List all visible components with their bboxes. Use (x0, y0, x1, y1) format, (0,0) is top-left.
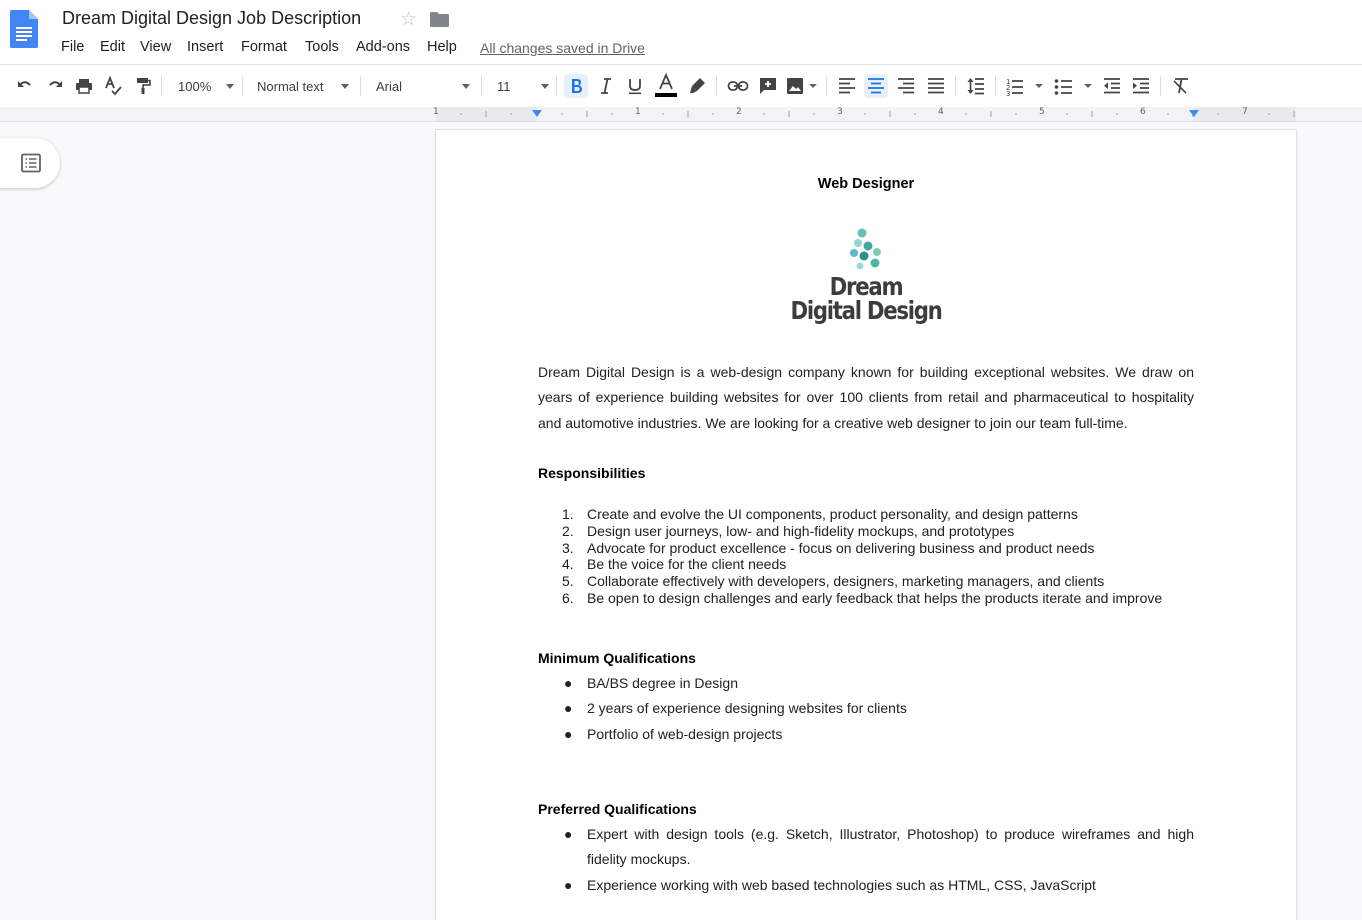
list-item-text: 2 years of experience designing websites for clients (587, 700, 907, 717)
document-heading: Web Designer (817, 176, 915, 192)
italic-button[interactable] (594, 74, 618, 98)
font-size-value: 11 (497, 78, 511, 94)
list-item-text: Be open to design challenges and early feedback that helps the products iterate and improve (587, 589, 1163, 606)
insert-image-icon[interactable] (785, 74, 821, 98)
logo-text-line2: Digital Design (790, 296, 942, 325)
list-item (538, 722, 1194, 747)
svg-text:1: 1 (1006, 78, 1011, 86)
insert-link-icon[interactable] (726, 74, 750, 98)
ruler-number: 5 (1039, 107, 1045, 117)
list-number: 6. (562, 589, 574, 606)
ruler-number: 2 (736, 107, 742, 117)
increase-indent-icon[interactable] (1129, 74, 1153, 98)
list-number: 4. (562, 556, 574, 573)
list-item (538, 573, 1218, 590)
ruler-number: 6 (1140, 107, 1146, 117)
intro-paragraph: Dream Digital Design is a web-design company known for building exceptional websites. We draw on years of experience building websites for over 100 clients from retail and pharmaceutical to hospitality and automotive industries. We are looking for a creative web designer to join our team full-time. (538, 364, 1194, 431)
docs-logo-icon[interactable] (10, 10, 38, 48)
chevron-down-icon (226, 84, 234, 89)
list-item-text: Be the voice for the client needs (587, 556, 787, 573)
document-page[interactable] (436, 130, 1296, 920)
highlight-color-icon[interactable] (686, 74, 710, 98)
minimum-qualifications-list (538, 671, 1194, 747)
menu-format[interactable]: Format (241, 39, 287, 55)
list-number: 3. (562, 539, 574, 556)
list-number: 5. (562, 573, 574, 590)
list-number: 1. (562, 506, 574, 522)
font-value: Arial (376, 78, 403, 94)
align-left-icon[interactable] (835, 74, 859, 98)
style-value: Normal text (257, 78, 324, 94)
list-item-text: Portfolio of web-design projects (587, 725, 783, 742)
list-number: 2. (562, 522, 574, 539)
company-logo-icon (842, 224, 892, 274)
list-item (538, 523, 1218, 540)
list-item (538, 506, 1218, 523)
preferred-qualifications-heading: Preferred Qualifications (538, 801, 697, 817)
list-item-text: BA/BS degree in Design (587, 675, 738, 691)
spellcheck-icon[interactable] (101, 74, 125, 98)
bullet-icon: ● (564, 826, 573, 842)
svg-text:3: 3 (1006, 90, 1011, 96)
right-indent-marker[interactable] (1189, 110, 1199, 117)
list-item (538, 556, 1218, 573)
clear-formatting-icon[interactable] (1169, 74, 1193, 98)
star-icon[interactable]: ☆ (400, 9, 418, 30)
bullet-icon: ● (564, 725, 573, 742)
zoom-select[interactable] (178, 75, 234, 97)
ruler-number: 1 (635, 107, 641, 117)
preferred-qualifications-list (538, 822, 1194, 898)
list-item-text: Expert with design tools (e.g. Sketch, Illustrator, Photoshop) to produce wireframes and high fidelity mockups. (587, 826, 1194, 868)
folder-icon[interactable] (430, 12, 449, 27)
menu-tools[interactable]: Tools (305, 39, 339, 55)
list-item-text: Collaborate effectively with developers, designers, marketing managers, and clients (587, 573, 1105, 590)
list-item (538, 822, 1194, 873)
bullet-icon: ● (564, 876, 573, 893)
list-item (538, 696, 1194, 721)
outline-icon (20, 153, 42, 173)
chevron-down-icon (341, 84, 349, 89)
chevron-down-icon (462, 84, 470, 89)
align-center-icon[interactable] (864, 74, 888, 98)
app-header (0, 0, 1362, 64)
ruler-number: 7 (1242, 107, 1248, 117)
document-title[interactable]: Dream Digital Design Job Description (62, 8, 362, 28)
numbered-list-icon[interactable] (1004, 74, 1046, 98)
ruler[interactable] (0, 107, 1362, 122)
left-indent-marker[interactable] (532, 110, 542, 117)
font-size-select[interactable] (497, 75, 549, 97)
underline-button[interactable] (623, 74, 647, 98)
ruler-number: 3 (837, 107, 843, 117)
save-status-link[interactable]: All changes saved in Drive (480, 40, 645, 56)
list-item-text: Create and evolve the UI components, product personality, and design patterns (587, 506, 1078, 522)
paint-format-icon[interactable] (131, 74, 155, 98)
menu-file[interactable]: File (61, 39, 85, 55)
bulleted-list-icon[interactable] (1053, 74, 1095, 98)
menu-edit[interactable]: Edit (100, 39, 125, 55)
align-justify-icon[interactable] (924, 74, 948, 98)
menu-addons[interactable]: Add-ons (356, 39, 411, 55)
responsibilities-list (538, 506, 1218, 607)
bold-button[interactable] (564, 74, 588, 98)
minimum-qualifications-heading: Minimum Qualifications (538, 650, 696, 666)
list-item-text: Advocate for product excellence - focus on delivering business and product needs (587, 539, 1095, 556)
line-spacing-icon[interactable] (964, 74, 988, 98)
print-icon[interactable] (72, 74, 96, 98)
undo-icon[interactable] (13, 74, 37, 98)
bullet-icon: ● (564, 700, 573, 717)
redo-icon[interactable] (43, 74, 67, 98)
list-item (538, 540, 1218, 557)
formatting-toolbar (0, 64, 1362, 108)
list-item (538, 873, 1194, 898)
list-item (538, 671, 1194, 696)
svg-text:2: 2 (1006, 84, 1011, 92)
list-item-text: Design user journeys, low- and high-fidelity mockups, and prototypes (587, 522, 1015, 539)
style-select[interactable] (257, 75, 349, 97)
bullet-icon: ● (564, 675, 573, 691)
responsibilities-heading: Responsibilities (538, 465, 646, 481)
document-outline-button[interactable] (0, 138, 60, 188)
ruler-number: 1 (433, 107, 439, 117)
font-select[interactable] (376, 75, 470, 97)
menu-insert[interactable]: Insert (187, 39, 224, 55)
decrease-indent-icon[interactable] (1100, 74, 1124, 98)
list-item (538, 590, 1218, 607)
menu-view[interactable]: View (140, 39, 172, 55)
logo-text-line1: Dream (829, 272, 903, 301)
zoom-value: 100% (178, 78, 212, 94)
chevron-down-icon (541, 84, 549, 89)
insert-comment-icon[interactable] (756, 74, 780, 98)
menu-help[interactable]: Help (427, 39, 457, 55)
list-item-text: Experience working with web based technologies such as HTML, CSS, JavaScript (587, 876, 1096, 893)
align-right-icon[interactable] (894, 74, 918, 98)
text-color-button[interactable] (654, 73, 678, 101)
ruler-number: 4 (938, 107, 944, 117)
